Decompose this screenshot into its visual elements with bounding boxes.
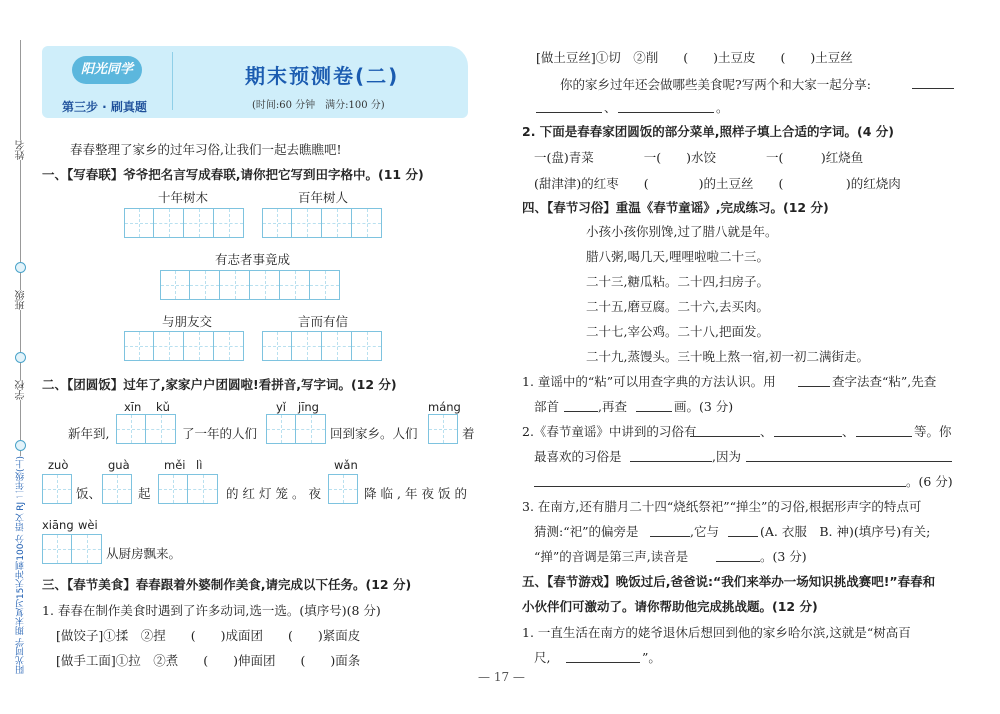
phrase-5: 言而有信 bbox=[298, 314, 349, 329]
name-label: 姓名 bbox=[16, 140, 27, 160]
menu-row2: (甜津津)的红枣 ( )的土豆丝 ( )的红烧肉 bbox=[534, 176, 901, 191]
poem-line: 腊八粥,喝几天,哩哩啦啦二十三。 bbox=[586, 249, 769, 264]
answer-line[interactable] bbox=[536, 112, 602, 113]
answer-box[interactable] bbox=[328, 474, 358, 504]
grid-cell[interactable] bbox=[292, 208, 322, 238]
q4-s3-e: “掸”的音调是第三声,读音是 bbox=[534, 549, 689, 564]
binding-dot bbox=[15, 262, 26, 273]
grid-cell[interactable] bbox=[154, 208, 184, 238]
q4-s3-c: ,它与 bbox=[690, 524, 719, 539]
q4-s3-a: 3. 在南方,还有腊月二十四“烧纸祭祀”“掸尘”的习俗,根据形声字的特点可 bbox=[522, 499, 922, 514]
grid-cell[interactable] bbox=[310, 270, 340, 300]
pinyin: zuò bbox=[48, 458, 69, 472]
answer-line[interactable] bbox=[566, 662, 640, 663]
grid-cell[interactable] bbox=[266, 414, 296, 444]
q3-row1: [做饺子]①揉 ②捏 ( )成面团 ( )紧面皮 bbox=[56, 628, 361, 643]
tianzige-3[interactable] bbox=[160, 270, 340, 300]
pinyin: guà bbox=[108, 458, 130, 472]
grid-cell[interactable] bbox=[220, 270, 250, 300]
q2-title: 二、【团圆饭】过年了,家家户户团圆啦!看拼音,写字词。(12 分) bbox=[42, 377, 397, 392]
q3-sub2: 2. 下面是春春家团圆饭的部分菜单,照样子填上合适的字词。(4 分) bbox=[522, 124, 895, 139]
q5-s1-c: ”。 bbox=[642, 650, 661, 665]
answer-box[interactable] bbox=[158, 474, 218, 504]
q3-title: 三、【春节美食】春春跟着外婆制作美食,请完成以下任务。(12 分) bbox=[42, 577, 412, 592]
answer-line[interactable] bbox=[650, 536, 690, 537]
tianzige-4[interactable] bbox=[124, 331, 244, 361]
answer-box[interactable] bbox=[42, 534, 102, 564]
grid-cell[interactable] bbox=[214, 208, 244, 238]
q3-row3: [做土豆丝]①切 ②削 ( )土豆皮 ( )土豆丝 bbox=[536, 50, 853, 65]
pinyin: kǔ bbox=[156, 400, 170, 414]
grid-cell[interactable] bbox=[160, 270, 190, 300]
grid-cell[interactable] bbox=[322, 208, 352, 238]
q2-line1-a: 新年到, bbox=[68, 426, 110, 441]
answer-line[interactable] bbox=[690, 436, 760, 437]
answer-line[interactable] bbox=[774, 436, 842, 437]
binding-dot bbox=[15, 352, 26, 363]
q5-s1-b: 尺, bbox=[534, 650, 551, 665]
q4-s3-d: (A. 衣服 B. 神)(填序号)有关; bbox=[760, 524, 931, 539]
grid-cell[interactable] bbox=[190, 270, 220, 300]
q4-s1-a: 1. 童谣中的“粘”可以用查字典的方法认识。用 bbox=[522, 374, 776, 389]
q5-title-1: 五、【春节游戏】晚饭过后,爸爸说:“我们来举办一场知识挑战赛吧!”春春和 bbox=[522, 574, 936, 589]
answer-line[interactable] bbox=[728, 536, 758, 537]
period: 。 bbox=[716, 100, 729, 115]
grid-cell[interactable] bbox=[146, 414, 176, 444]
q2-line3: 从厨房飘来。 bbox=[106, 546, 182, 561]
binding-strip bbox=[0, 0, 40, 714]
step-label: 第三步 · 刷真题 bbox=[62, 100, 147, 114]
tianzige-5[interactable] bbox=[262, 331, 382, 361]
pinyin: yǐ bbox=[276, 400, 287, 414]
grid-cell[interactable] bbox=[124, 331, 154, 361]
pinyin: lì bbox=[196, 458, 203, 472]
grid-cell[interactable] bbox=[262, 331, 292, 361]
exam-meta: (时间:60 分钟 满分:100 分) bbox=[252, 100, 385, 111]
answer-line[interactable] bbox=[912, 88, 954, 89]
grid-cell[interactable] bbox=[214, 331, 244, 361]
q2-line2-a: 饭、 bbox=[76, 486, 102, 501]
answer-box[interactable] bbox=[428, 414, 458, 444]
pinyin: wǎn bbox=[334, 458, 358, 472]
answer-box[interactable] bbox=[266, 414, 326, 444]
grid-cell[interactable] bbox=[102, 474, 132, 504]
q2-line1-c: 回到家乡。人们 bbox=[330, 426, 418, 441]
class-label: 班级 bbox=[16, 290, 27, 310]
answer-line[interactable] bbox=[716, 561, 760, 562]
grid-cell[interactable] bbox=[72, 534, 102, 564]
comma: 、 bbox=[604, 100, 617, 115]
answer-line[interactable] bbox=[630, 461, 712, 462]
q2-line2-c: 的红灯笼。夜 bbox=[226, 486, 326, 501]
q2-line1-b: 了一年的人们 bbox=[182, 426, 258, 441]
tianzige-1[interactable] bbox=[124, 208, 244, 238]
header-divider bbox=[172, 52, 173, 110]
q4-s2-c: 、 bbox=[842, 424, 855, 439]
q4-s2-d: 等。你 bbox=[914, 424, 952, 439]
q4-title: 四、【春节习俗】重温《春节童谣》,完成练习。(12 分) bbox=[522, 200, 829, 215]
answer-line[interactable] bbox=[636, 411, 672, 412]
tianzige-2[interactable] bbox=[262, 208, 382, 238]
grid-cell[interactable] bbox=[280, 270, 310, 300]
grid-cell[interactable] bbox=[262, 208, 292, 238]
answer-line[interactable] bbox=[798, 386, 830, 387]
grid-cell[interactable] bbox=[158, 474, 188, 504]
answer-line[interactable] bbox=[534, 486, 906, 487]
q4-s2-g: 。(6 分) bbox=[906, 474, 953, 489]
school-label: 学校 bbox=[16, 380, 27, 400]
phrase-1: 十年树木 bbox=[158, 190, 209, 205]
menu-row1: 一(盘)青菜 一( )水饺 一( )红烧鱼 bbox=[534, 150, 864, 165]
grid-cell[interactable] bbox=[116, 414, 146, 444]
phrase-2: 百年树人 bbox=[298, 190, 349, 205]
poem-line: 二十九,蒸馒头。三十晚上熬一宿,初一初二满街走。 bbox=[586, 349, 869, 364]
grid-cell[interactable] bbox=[42, 534, 72, 564]
pinyin: měi bbox=[164, 458, 186, 472]
q4-s2-f: ,因为 bbox=[712, 449, 741, 464]
binding-dot bbox=[15, 440, 26, 451]
q4-s2-b: 、 bbox=[760, 424, 773, 439]
answer-line[interactable] bbox=[618, 112, 714, 113]
q3-ask: 你的家乡过年还会做哪些美食呢?写两个和大家一起分享: bbox=[560, 77, 871, 92]
q3-row2: [做手工面]①拉 ②煮 ( )伸面团 ( )面条 bbox=[56, 653, 361, 668]
pinyin: wèi bbox=[78, 518, 98, 532]
q4-s3-f: 。(3 分) bbox=[760, 549, 807, 564]
brand-logo: 阳光同学 bbox=[72, 56, 142, 84]
pinyin: xīn bbox=[124, 400, 142, 414]
q4-s1-e: 画。(3 分) bbox=[674, 399, 734, 414]
grid-cell[interactable] bbox=[154, 331, 184, 361]
q4-s3-b: 猜测:“祀”的偏旁是 bbox=[534, 524, 639, 539]
phrase-3: 有志者事竟成 bbox=[215, 252, 291, 267]
q5-title-2: 小伙伴们可激动了。请你帮助他完成挑战题。(12 分) bbox=[522, 599, 818, 614]
poem-line: 二十五,磨豆腐。二十六,去买肉。 bbox=[586, 299, 769, 314]
q2-line2-d: 降临,年夜饭的 bbox=[364, 486, 471, 501]
grid-cell[interactable] bbox=[184, 331, 214, 361]
answer-box[interactable] bbox=[116, 414, 176, 444]
grid-cell[interactable] bbox=[188, 474, 218, 504]
q4-s1-c: 部首 bbox=[534, 399, 560, 414]
answer-box[interactable] bbox=[102, 474, 132, 504]
q3-sub1: 1. 春春在制作美食时遇到了许多动词,选一选。(填序号)(8 分) bbox=[42, 603, 381, 618]
grid-cell[interactable] bbox=[292, 331, 322, 361]
answer-line[interactable] bbox=[856, 436, 912, 437]
grid-cell[interactable] bbox=[428, 414, 458, 444]
series-label: 阳光同学 期末复习15天冲刺100分 语文 RJ 二年级(上) bbox=[16, 456, 26, 675]
answer-line[interactable] bbox=[564, 411, 598, 412]
page-number: — 17 — bbox=[478, 670, 525, 684]
q4-s2-a: 2.《春节童谣》中讲到的习俗有 bbox=[522, 424, 697, 439]
q5-s1-a: 1. 一直生活在南方的姥爷退休后想回到他的家乡哈尔滨,这就是“树高百 bbox=[522, 625, 911, 640]
intro-text: 春春整理了家乡的过年习俗,让我们一起去瞧瞧吧! bbox=[70, 142, 342, 157]
phrase-4: 与朋友交 bbox=[162, 314, 213, 329]
grid-cell[interactable] bbox=[124, 208, 154, 238]
pinyin: jīng bbox=[298, 400, 319, 414]
answer-line[interactable] bbox=[746, 461, 952, 462]
q4-s1-b: 查字法查“粘”,先查 bbox=[832, 374, 937, 389]
grid-cell[interactable] bbox=[42, 474, 72, 504]
grid-cell[interactable] bbox=[328, 474, 358, 504]
grid-cell[interactable] bbox=[352, 331, 382, 361]
pinyin: máng bbox=[428, 400, 461, 414]
q2-line2-b: 起 bbox=[138, 486, 151, 501]
q1-title: 一、【写春联】爷爷把名言写成春联,请你把它写到田字格中。(11 分) bbox=[42, 167, 424, 182]
poem-line: 小孩小孩你别馋,过了腊八就是年。 bbox=[586, 224, 778, 239]
grid-cell[interactable] bbox=[322, 331, 352, 361]
q4-s2-e: 最喜欢的习俗是 bbox=[534, 449, 622, 464]
poem-line: 二十三,糖瓜粘。二十四,扫房子。 bbox=[586, 274, 769, 289]
page-title: 期末预测卷(二) bbox=[245, 64, 400, 88]
grid-cell[interactable] bbox=[296, 414, 326, 444]
grid-cell[interactable] bbox=[250, 270, 280, 300]
answer-box[interactable] bbox=[42, 474, 72, 504]
grid-cell[interactable] bbox=[352, 208, 382, 238]
poem-line: 二十七,宰公鸡。二十八,把面发。 bbox=[586, 324, 769, 339]
grid-cell[interactable] bbox=[184, 208, 214, 238]
q2-line1-d: 着 bbox=[462, 426, 475, 441]
pinyin: xiāng bbox=[42, 518, 74, 532]
q4-s1-d: ,再查 bbox=[598, 399, 627, 414]
